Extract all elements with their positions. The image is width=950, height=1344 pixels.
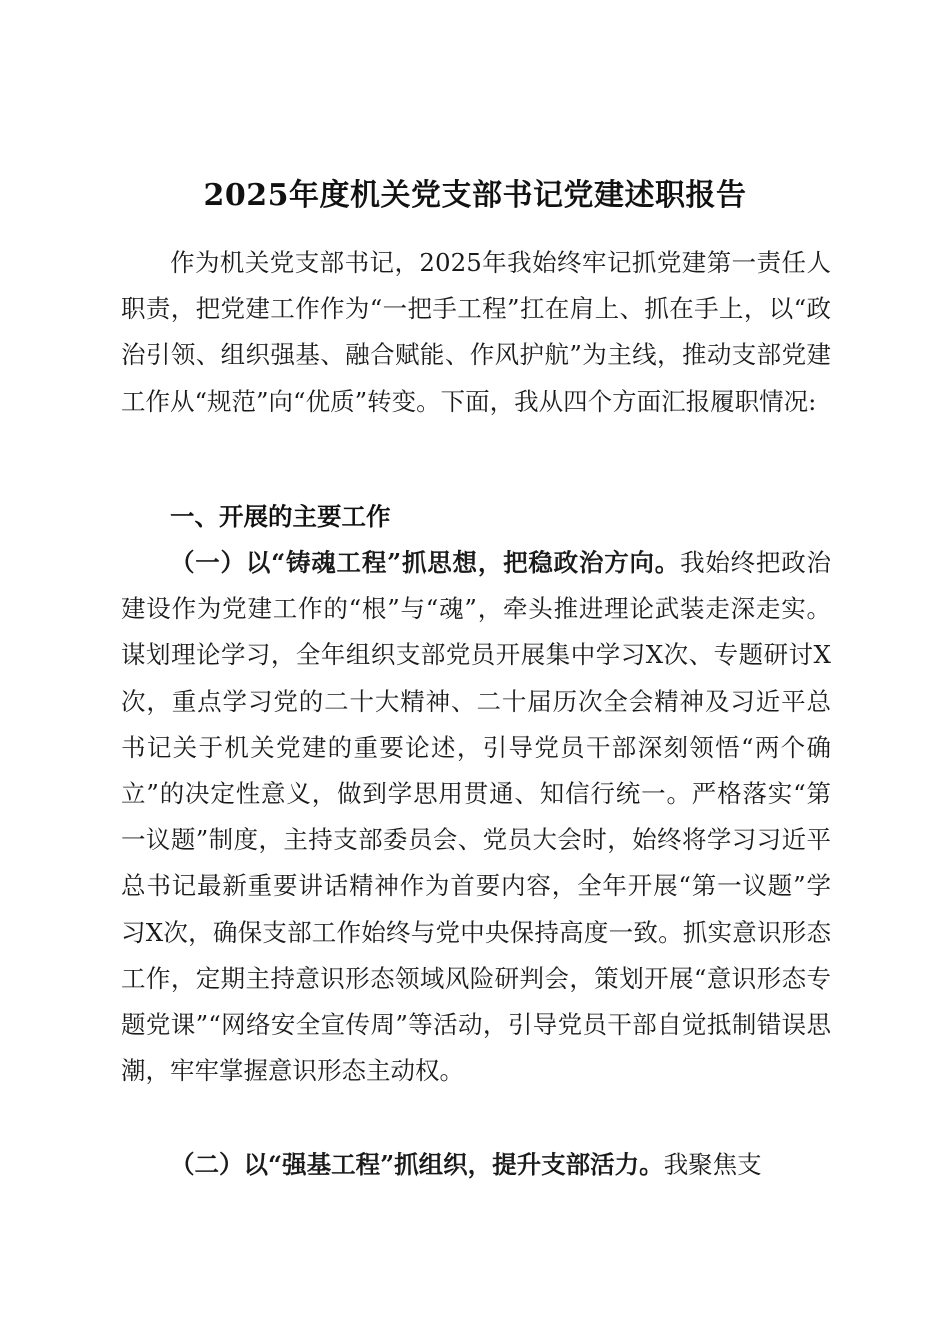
section-heading-1: 一、开展的主要工作: [170, 502, 391, 531]
subsection-1-paragraph: [121, 540, 831, 1094]
subsection-1-text: 我始终把政治建设作为党建工作的“根”与“魂”，牵头推进理论武装走深走实。谋划理论学习，全年组织支部党员开展集中学习X次、专题研讨X次，重点学习党的二十大精神、二十届历次全会精神及习近平总书记关于机关党建的重要论述，引导党员干部深刻领悟“两个确立”的决定性意义，做到学思用贯通、知信行统一。严格落实“第一议题”制度，主持支部委员会、党员大会时，始终将学习习近平总书记最新重要讲话精神作为首要内容，全年开展“第一议题”学习X次，确保支部工作始终与党中央保持高度一致。抓实意识形态工作，定期主持意识形态领域风险研判会，策划开展“意识形态专题党课”“网络安全宣传周”等活动，引导党员干部自觉抵制错误思潮，牢牢掌握意识形态主动权。: [121, 548, 831, 1086]
subsection-2-lead: （二）以“强基工程”抓组织，提升支部活力。: [170, 1150, 664, 1179]
page-title: 2025年度机关党支部书记党建述职报告: [203, 178, 747, 213]
subsection-1-lead: （一）以“铸魂工程”抓思想，把稳政治方向。: [170, 548, 681, 577]
subsection-2-text: 我聚焦支: [663, 1150, 762, 1179]
intro-paragraph: 作为机关党支部书记，2025年我始终牢记抓党建第一责任人职责，把党建工作作为“一把手工程”扛在肩上、抓在手上，以“政治引领、组织强基、融合赋能、作风护航”为主线，推动支部党建工作从“规范”向“优质”转变。下面，我从四个方面汇报履职情况:: [121, 248, 831, 416]
subsection-2-paragraph: [121, 1142, 831, 1188]
